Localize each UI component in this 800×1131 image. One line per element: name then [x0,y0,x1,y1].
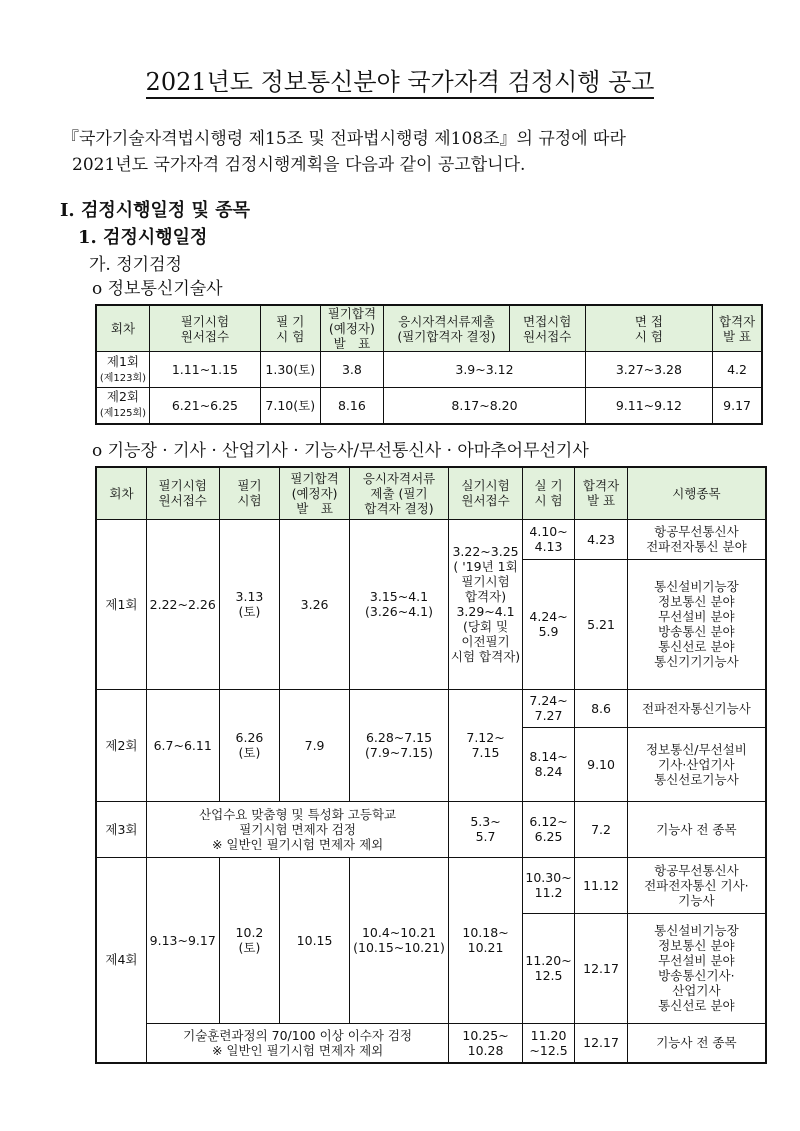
cell: 3.26 [280,519,349,689]
cell: 6.28~7.15 (7.9~7.15) [349,689,449,801]
section-heading: Ⅰ. 검정시행일정 및 종목 [60,200,250,221]
cell: 8.16 [320,388,384,424]
t2-header: 응시자격서류 제출 (필기 합격자 결정) [349,467,449,519]
t2-header: 회차 [96,467,146,519]
round-cell: 제4회 [96,857,146,1063]
cell: 3.27~3.28 [585,352,712,388]
cell: 4.23 [575,519,628,559]
cell: 12.17 [575,1023,628,1063]
cell: 12.17 [575,913,628,1023]
cell: 8.6 [575,689,628,727]
note-cell: 기술훈련과정의 70/100 이상 이수자 검정 ※ 일반인 필기시험 면제자 제외 [146,1023,448,1063]
t1-header: 합격자 발 표 [713,305,762,352]
cell: 항공무선통신사 전파전자통신 기사· 기능사 [627,857,766,913]
cell: 10.15 [280,857,349,1023]
cell: 10.18~ 10.21 [449,857,523,1023]
table-row [96,1023,766,1063]
intro-line-1: 『국가기술자격법시행령 제15조 및 전파법시행령 제108조』의 규정에 따라 [62,129,626,149]
t2-header: 필기합격 (예정자) 발 표 [280,467,349,519]
table-row [96,388,762,424]
round-cell: 제3회 [96,801,146,857]
cell: 11.12 [575,857,628,913]
table-row [96,857,766,913]
cell: 10.30~ 11.2 [522,857,575,913]
t1-header: 필 기 시 험 [260,305,320,352]
cell: 8.17~8.20 [384,388,585,424]
cell: 11.20 ~12.5 [522,1023,575,1063]
t2-header: 필기 시험 [219,467,280,519]
cell: 5.3~ 5.7 [449,801,523,857]
cell: 6.12~ 6.25 [522,801,575,857]
page-title: 2021년도 정보통신분야 국가자격 검정시행 공고 [0,62,800,97]
cell: 정보통신/무선설비 기사·산업기사 통신선로기능사 [627,727,766,801]
cell: 기능사 전 종목 [627,801,766,857]
round-cell: 제2회 (제125회) [96,388,149,424]
cell: 3.8 [320,352,384,388]
t1-header: 회차 [96,305,149,352]
cell: 항공무선통신사 전파전자통신 분야 [627,519,766,559]
t1-header: 면 접 시 험 [585,305,712,352]
cell: 1.11~1.15 [149,352,260,388]
cell: 10.25~ 10.28 [449,1023,523,1063]
t1-header: 응시자격서류제출 (필기합격자 결정) [384,305,509,352]
round-cell: 제2회 [96,689,146,801]
t1-header: 필기시험 원서접수 [149,305,260,352]
table1-label: o 정보통신기술사 [92,279,223,299]
cell: 4.2 [713,352,762,388]
sub-heading-2: 가. 정기검정 [89,255,182,275]
cell: 2.22~2.26 [146,519,219,689]
cell: 1.30(토) [260,352,320,388]
cell: 7.2 [575,801,628,857]
cell: 4.10~ 4.13 [522,519,575,559]
sub-heading: 1. 검정시행일정 [78,227,208,248]
cell: 7.9 [280,689,349,801]
schedule-table-1 [95,304,763,425]
cell: 8.14~ 8.24 [522,727,575,801]
round-cell: 제1회 [96,519,146,689]
table-row [96,352,762,388]
cell: 3.13 (토) [219,519,280,689]
cell: 3.15~4.1 (3.26~4.1) [349,519,449,689]
cell: 9.11~9.12 [585,388,712,424]
cell: 9.13~9.17 [146,857,219,1023]
cell: 5.21 [575,559,628,689]
cell: 6.26 (토) [219,689,280,801]
cell: 11.20~ 12.5 [522,913,575,1023]
t1-header: 필기합격 (예정자) 발 표 [320,305,384,352]
cell: 4.24~ 5.9 [522,559,575,689]
round-cell: 제1회 (제123회) [96,352,149,388]
cell: 10.4~10.21 (10.15~10.21) [349,857,449,1023]
table-row [96,689,766,727]
cell: 9.17 [713,388,762,424]
t2-header: 합격자 발 표 [575,467,628,519]
cell: 기능사 전 종목 [627,1023,766,1063]
table-row [96,519,766,559]
t2-header: 시행종목 [627,467,766,519]
table-row [96,801,766,857]
table2-label: o 기능장 · 기사 · 산업기사 · 기능사/무선통신사 · 아마추어무선기사 [92,441,589,461]
cell: 3.9~3.12 [384,352,585,388]
intro-line-2: 2021년도 국가자격 검정시행계획을 다음과 같이 공고합니다. [72,155,526,175]
cell: 7.24~ 7.27 [522,689,575,727]
cell: 10.2 (토) [219,857,280,1023]
cell: 6.7~6.11 [146,689,219,801]
note-cell: 산업수요 맞춤형 및 특성화 고등학교 필기시험 면제자 검정 ※ 일반인 필기시험 면제자 제외 [146,801,448,857]
cell: 통신설비기능장 정보통신 분야 무선설비 분야 방송통신기사· 산업기사 통신선로 분야 [627,913,766,1023]
t2-header: 실기시험 원서접수 [449,467,523,519]
cell: 7.10(토) [260,388,320,424]
t2-header: 필기시험 원서접수 [146,467,219,519]
cell: 전파전자통신기능사 [627,689,766,727]
cell: 9.10 [575,727,628,801]
cell: 6.21~6.25 [149,388,260,424]
cell: 3.22~3.25 ( '19년 1회 필기시험 합격자) 3.29~4.1 (당회 및 이전필기 시험 합격자) [449,519,523,689]
schedule-table-2 [95,466,767,1064]
cell: 통신설비기능장 정보통신 분야 무선설비 분야 방송통신 분야 통신선로 분야 통신기기기능사 [627,559,766,689]
cell: 7.12~ 7.15 [449,689,523,801]
t1-header: 면접시험 원서접수 [509,305,585,352]
t2-header: 실 기 시 험 [522,467,575,519]
